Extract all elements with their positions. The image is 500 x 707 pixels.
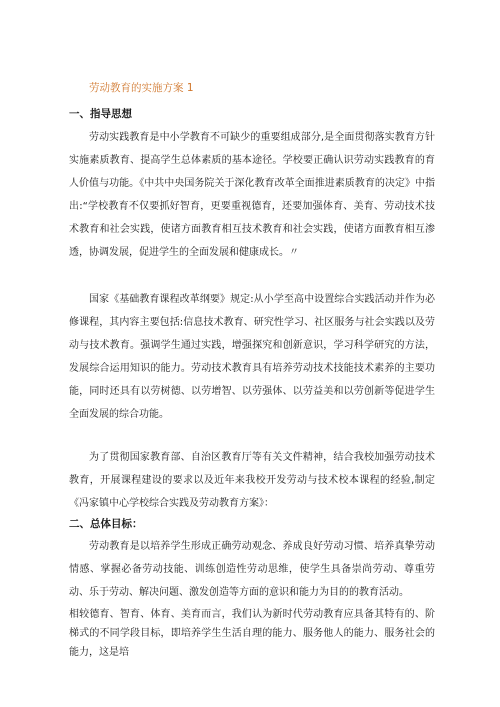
section-heading-overall-goals: 二、总体目标： xyxy=(69,518,143,530)
paragraph-1: 劳动实践教育是中小学教育不可缺少的重要组成部分,是全面贯彻落实教育方针实施素质教育、提高学生总体素质的基本途径。学校要正确认识劳动实践教育的育人价值与功能。《中共中央国务院关于深化教育改革全面推进素质教育的决定》中指出:“学校教育不仅要抓好智育，更要重视德育，还要加强体育、美育、劳动技术技术教育和社会实践，使诸方面教育相互技术教育和社会实践，使诸方面教育相互渗透，协调发展，促进学生的全面发展和健康成长。〃 xyxy=(69,132,435,259)
paragraph-5: 相较德育、智育、体育、美育而言，我们认为新时代劳动教育应具备其特有的、阶梯式的不同学段目标，即培养学生生活自理的能力、服务他人的能力、服务社会的能力，这是培 xyxy=(69,609,435,658)
paragraph-4: 劳动教育是以培养学生形成正确劳动观念、养成良好劳动习惯、培养真挚劳动情感、掌握必备劳动技能、训练创造性劳动思维，使学生具备崇尚劳动、尊重劳动、乐于劳动、解决问题、激发创造等方面的意识和能力为目的的教育活动。 xyxy=(69,541,435,599)
section-heading-guiding-ideology: 一、指导思想 xyxy=(69,108,132,120)
document-title: 劳动教育的实施方案 1 xyxy=(89,82,194,94)
paragraph-2: 国家《基础教育课程改革纲要》规定:从小学至高中设置综合实践活动并作为必修课程，其内容主要包括:信息技术教育、研究性学习、社区服务与社会实践以及劳动与技术教育。强调学生通过实践，增强探究和创新意识，学习科学研究的方法，发展综合运用知识的能力。劳动技术教育具有培养劳动技术技能技术素养的主要功能，同时还具有以劳树德、以劳增智、以劳强体、以劳益美和以劳创新等促进学生全面发展的综合功能。 xyxy=(69,294,435,421)
paragraph-3: 为了贯彻国家教育部、自治区教育厅等有关文件精神，结合我校加强劳动技术教育，开展课程建设的要求以及近年来我校开发劳动与技术校本课程的经验,制定《冯家镇中心学校综合实践及劳动教育方案》： xyxy=(69,452,435,510)
